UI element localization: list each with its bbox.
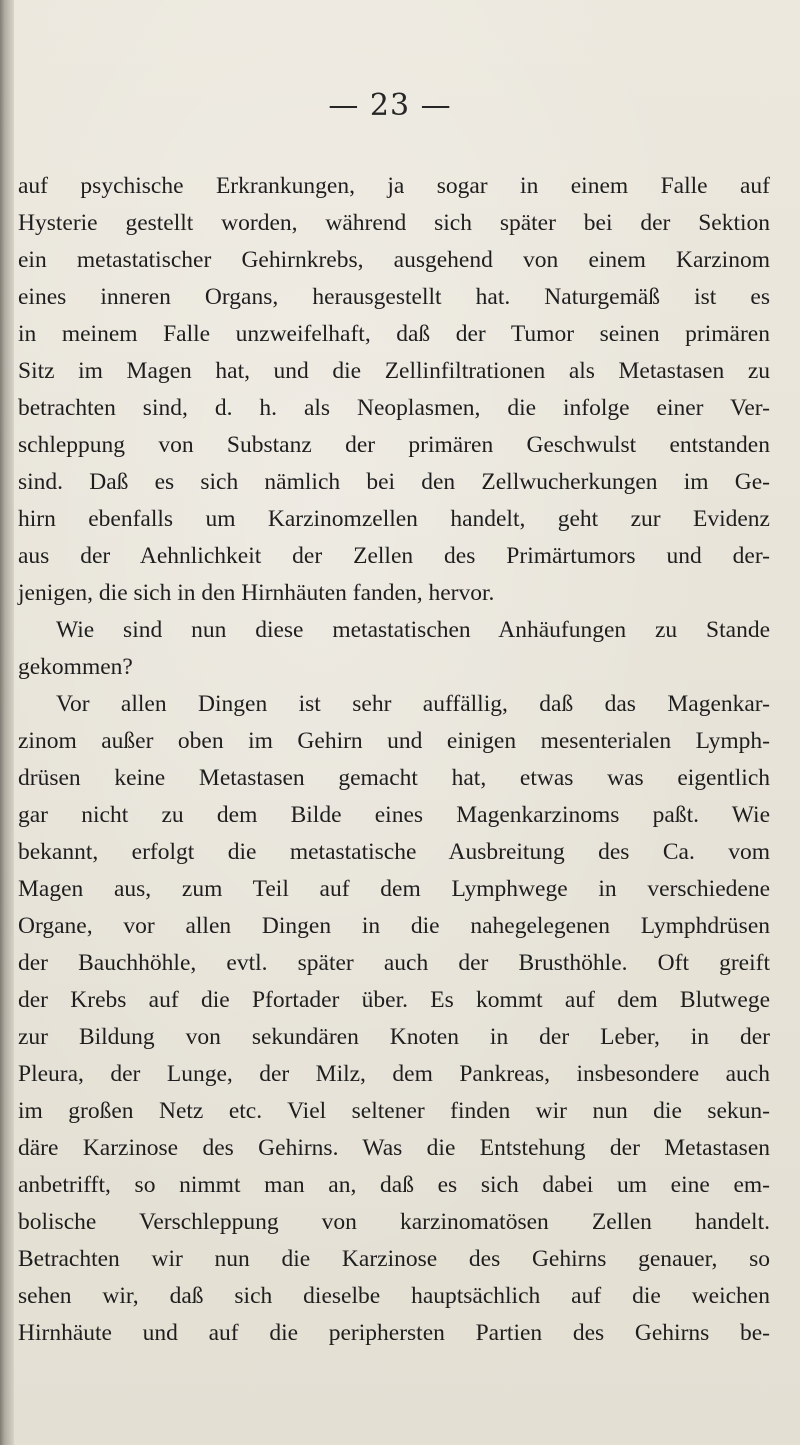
text-line: ein metastatischer Gehirnkrebs, ausgehend von einem Karzinom [18,247,770,273]
text-line: däre Karzinose des Gehirns. Was die Entstehung der Metastasen [18,1135,770,1161]
text-line: Wie sind nun diese metastatischen Anhäufungen zu Stande [56,617,770,643]
text-line: jenigen, die sich in den Hirnhäuten fanden, hervor. [18,580,495,606]
text-line: zur Bildung von sekundären Knoten in der Leber, in der [18,1024,770,1050]
text-line: betrachten sind, d. h. als Neoplasmen, die infolge einer Ver- [18,395,770,421]
text-line: Organe, vor allen Dingen in die nahegelegenen Lymphdrüsen [18,913,770,939]
text-line: Betrachten wir nun die Karzinose des Gehirns genauer, so [18,1246,770,1272]
binding-edge-shadow [0,0,14,1445]
text-line: Vor allen Dingen ist sehr auffällig, daß das Magenkar- [56,691,770,717]
text-line: gar nicht zu dem Bilde eines Magenkarzinoms paßt. Wie [18,802,770,828]
text-line: der Bauchhöhle, evtl. später auch der Brusthöhle. Oft greift [18,950,770,976]
text-line: der Krebs auf die Pfortader über. Es kommt auf dem Blutwege [18,987,770,1013]
page-number: — 23 — [328,88,452,123]
text-line: in meinem Falle unzweifelhaft, daß der Tumor seinen primären [18,321,770,347]
text-line: hirn ebenfalls um Karzinomzellen handelt, geht zur Evidenz [18,506,770,532]
text-line: bolische Verschleppung von karzinomatösen Zellen handelt. [18,1209,770,1235]
text-line: bekannt, erfolgt die metastatische Ausbreitung des Ca. vom [18,839,770,865]
text-line: sehen wir, daß sich dieselbe hauptsächlich auf die weichen [18,1283,770,1309]
text-line: auf psychische Erkrankungen, ja sogar in einem Falle auf [18,173,770,199]
text-line: im großen Netz etc. Viel seltener finden wir nun die sekun- [18,1098,770,1124]
text-line: anbetrifft, so nimmt man an, daß es sich dabei um eine em- [18,1172,770,1198]
text-line: schleppung von Substanz der primären Geschwulst entstanden [18,432,770,458]
text-line: Pleura, der Lunge, der Milz, dem Pankreas, insbesondere auch [18,1061,770,1087]
text-line: sind. Daß es sich nämlich bei den Zellwucherkungen im Ge- [18,469,770,495]
text-line: zinom außer oben im Gehirn und einigen mesenterialen Lymph- [18,728,770,754]
text-line: eines inneren Organs, herausgestellt hat. Naturgemäß ist es [18,284,770,310]
text-line: Magen aus, zum Teil auf dem Lymphwege in verschiedene [18,876,770,902]
text-line: aus der Aehnlichkeit der Zellen des Primärtumors und der- [18,543,770,569]
body-text [18,168,770,1352]
text-line: gekommen? [18,654,133,680]
text-line: Hysterie gestellt worden, während sich später bei der Sektion [18,210,770,236]
text-line: drüsen keine Metastasen gemacht hat, etwas was eigentlich [18,765,770,791]
text-line: Hirnhäute und auf die periphersten Partien des Gehirns be- [18,1320,770,1346]
text-line: Sitz im Magen hat, und die Zellinfiltrationen als Metastasen zu [18,358,770,384]
